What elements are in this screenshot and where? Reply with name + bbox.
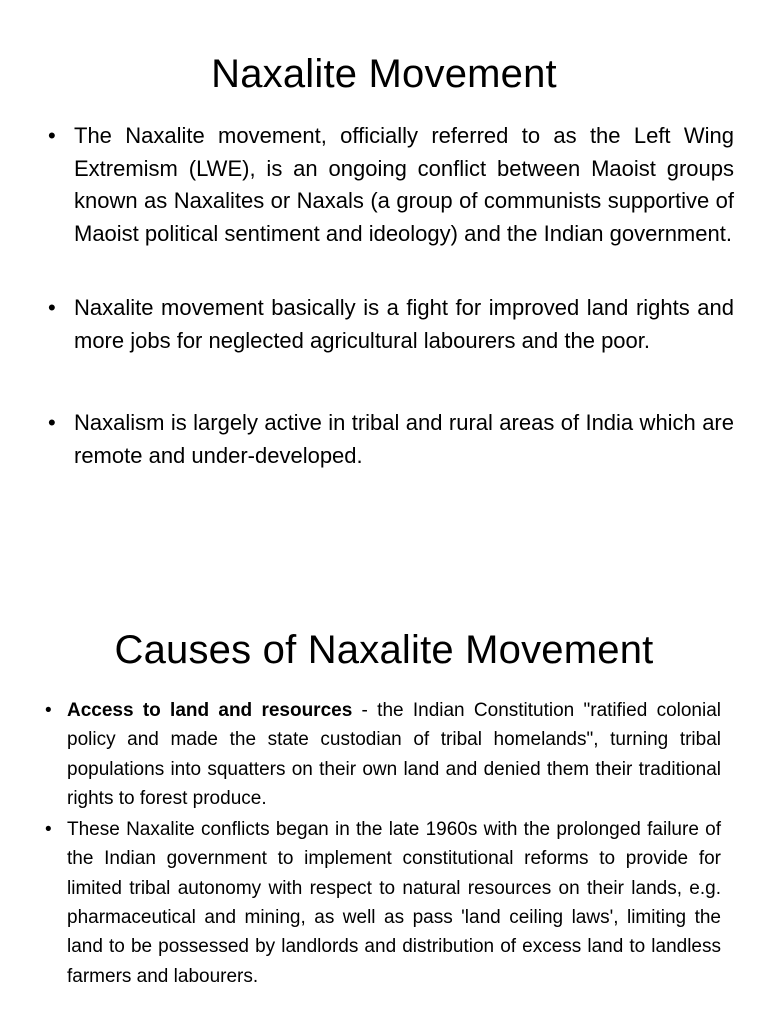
bullet-item — [45, 696, 721, 813]
bullet-text: Naxalism is largely active in tribal and rural areas of India which are remote and under-developed. — [74, 410, 734, 468]
bullet-marker: • — [45, 819, 52, 841]
bullet-text: - the Indian Constitution "ratified colonial policy and made the state custodian of tribal homelands", turning tribal populations into squatters on their own land and denied them their traditional rights to forest produce. — [67, 700, 721, 809]
causes-bullet-list — [45, 696, 721, 991]
bullet-marker: • — [48, 295, 56, 320]
slide-title-naxalite-movement: Naxalite Movement — [211, 52, 557, 96]
bullet-marker: • — [48, 123, 56, 148]
bullet-marker: • — [45, 700, 52, 721]
bullet-text: These Naxalite conflicts began in the late 1960s with the prolonged failure of the Indian government to implement constitutional reforms to provide for limited tribal autonomy with respect to natural resources on their lands, e.g. pharmaceutical and mining, as well as pass 'land ceiling laws', limiting the land to be possessed by landlords and distribution of excess land to landless farmers and labourers. — [67, 819, 721, 987]
bullet-item — [48, 407, 734, 472]
bullet-item — [45, 815, 721, 991]
bullet-text: Naxalite movement basically is a fight for improved land rights and more jobs for neglected agricultural labourers and the poor. — [74, 295, 734, 353]
slide-title-causes: Causes of Naxalite Movement — [114, 628, 654, 672]
bullet-item — [48, 120, 734, 250]
bullet-bold-lead: Access to land and resources — [67, 700, 353, 721]
naxalite-bullet-list — [48, 120, 734, 472]
bullet-text: The Naxalite movement, officially referred to as the Left Wing Extremism (LWE), is an ongoing conflict between Maoist groups known as Naxalites or Naxals (a group of communists supportive of Maoist political sentiment and ideology) and the Indian government. — [74, 123, 734, 246]
bullet-marker: • — [48, 410, 56, 435]
bullet-item — [48, 292, 734, 357]
